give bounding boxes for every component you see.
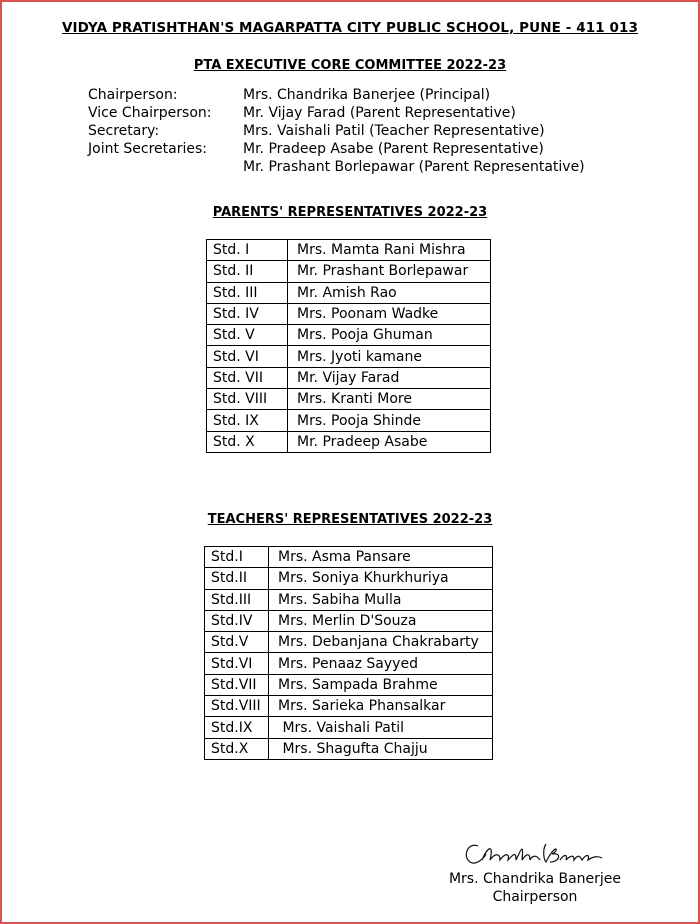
std-cell: Std. X bbox=[207, 431, 288, 452]
committee-title: PTA EXECUTIVE CORE COMMITTEE 2022-23 bbox=[193, 58, 507, 73]
representative-cell: Mr. Vijay Farad bbox=[288, 367, 491, 388]
signature-image bbox=[460, 836, 610, 870]
committee-role: Chairperson: bbox=[88, 87, 178, 103]
std-cell: Std. IV bbox=[207, 303, 288, 324]
table-row bbox=[205, 653, 493, 674]
std-cell: Std.X bbox=[205, 738, 269, 759]
std-cell: Std.VII bbox=[205, 674, 269, 695]
representative-cell: Mrs. Merlin D'Souza bbox=[269, 610, 493, 631]
committee-row-chairperson bbox=[88, 86, 585, 104]
representative-cell: Mrs. Shagufta Chajju bbox=[269, 738, 493, 759]
table-row bbox=[205, 696, 493, 717]
std-cell: Std. VIII bbox=[207, 389, 288, 410]
parents-title: PARENTS' REPRESENTATIVES 2022-23 bbox=[212, 205, 488, 220]
std-cell: Std. VI bbox=[207, 346, 288, 367]
std-cell: Std.IX bbox=[205, 717, 269, 738]
representative-cell: Mr. Pradeep Asabe bbox=[288, 431, 491, 452]
std-cell: Std. II bbox=[207, 261, 288, 282]
committee-role: Vice Chairperson: bbox=[88, 105, 212, 121]
committee-member: Mr. Vijay Farad (Parent Representative) bbox=[243, 105, 516, 121]
table-row bbox=[207, 367, 491, 388]
std-cell: Std. III bbox=[207, 282, 288, 303]
table-row bbox=[205, 717, 493, 738]
representative-cell: Mrs. Sampada Brahme bbox=[269, 674, 493, 695]
std-cell: Std.VI bbox=[205, 653, 269, 674]
std-cell: Std. VII bbox=[207, 367, 288, 388]
committee-member: Mr. Prashant Borlepawar (Parent Representative) bbox=[243, 159, 585, 175]
std-cell: Std. V bbox=[207, 325, 288, 346]
committee-member: Mrs. Chandrika Banerjee (Principal) bbox=[243, 87, 491, 103]
representative-cell: Mrs. Vaishali Patil bbox=[269, 717, 493, 738]
signer-name: Mrs. Chandrika Banerjee bbox=[448, 871, 622, 887]
table-row bbox=[205, 568, 493, 589]
signatory bbox=[430, 870, 640, 906]
representative-cell: Mrs. Debanjana Chakrabarty bbox=[269, 632, 493, 653]
committee-row-vice-chairperson bbox=[88, 104, 585, 122]
std-cell: Std. I bbox=[207, 240, 288, 261]
representative-cell: Mr. Amish Rao bbox=[288, 282, 491, 303]
table-row bbox=[205, 632, 493, 653]
committee-row-secretary bbox=[88, 122, 585, 140]
table-row bbox=[207, 389, 491, 410]
std-cell: Std.III bbox=[205, 589, 269, 610]
committee-role: Secretary: bbox=[88, 123, 160, 139]
std-cell: Std.VIII bbox=[205, 696, 269, 717]
std-cell: Std.II bbox=[205, 568, 269, 589]
table-row bbox=[207, 325, 491, 346]
table-row bbox=[205, 589, 493, 610]
committee-role: Joint Secretaries: bbox=[88, 141, 207, 157]
committee-list bbox=[88, 86, 585, 176]
representative-cell: Mrs. Penaaz Sayyed bbox=[269, 653, 493, 674]
table-row bbox=[207, 410, 491, 431]
table-row bbox=[207, 346, 491, 367]
representative-cell: Mrs. Mamta Rani Mishra bbox=[288, 240, 491, 261]
table-row bbox=[207, 303, 491, 324]
committee-member: Mr. Pradeep Asabe (Parent Representative) bbox=[243, 141, 544, 157]
parents-table bbox=[206, 239, 491, 453]
table-row bbox=[207, 282, 491, 303]
table-row bbox=[207, 240, 491, 261]
committee-member: Mrs. Vaishali Patil (Teacher Representative) bbox=[243, 123, 545, 139]
std-cell: Std.IV bbox=[205, 610, 269, 631]
representative-cell: Mrs. Soniya Khurkhuriya bbox=[269, 568, 493, 589]
signer-role: Chairperson bbox=[492, 889, 578, 905]
representative-cell: Mrs. Jyoti kamane bbox=[288, 346, 491, 367]
table-row bbox=[205, 547, 493, 568]
signature-text: Chandrika Banerjee bbox=[460, 836, 470, 837]
table-row bbox=[205, 610, 493, 631]
school-title: VIDYA PRATISHTHAN'S MAGARPATTA CITY PUBLIC SCHOOL, PUNE - 411 013 bbox=[61, 20, 638, 36]
std-cell: Std.I bbox=[205, 547, 269, 568]
representative-cell: Mrs. Kranti More bbox=[288, 389, 491, 410]
teachers-table bbox=[204, 546, 493, 760]
representative-cell: Mrs. Asma Pansare bbox=[269, 547, 493, 568]
table-row bbox=[205, 738, 493, 759]
table-row bbox=[207, 261, 491, 282]
teachers-title: TEACHERS' REPRESENTATIVES 2022-23 bbox=[207, 512, 493, 527]
representative-cell: Mrs. Sabiha Mulla bbox=[269, 589, 493, 610]
table-row bbox=[207, 431, 491, 452]
table-row bbox=[205, 674, 493, 695]
std-cell: Std.V bbox=[205, 632, 269, 653]
representative-cell: Mrs. Poonam Wadke bbox=[288, 303, 491, 324]
std-cell: Std. IX bbox=[207, 410, 288, 431]
representative-cell: Mr. Prashant Borlepawar bbox=[288, 261, 491, 282]
committee-row-joint-secretaries-2 bbox=[88, 158, 585, 176]
representative-cell: Mrs. Pooja Shinde bbox=[288, 410, 491, 431]
representative-cell: Mrs. Pooja Ghuman bbox=[288, 325, 491, 346]
representative-cell: Mrs. Sarieka Phansalkar bbox=[269, 696, 493, 717]
committee-row-joint-secretaries bbox=[88, 140, 585, 158]
